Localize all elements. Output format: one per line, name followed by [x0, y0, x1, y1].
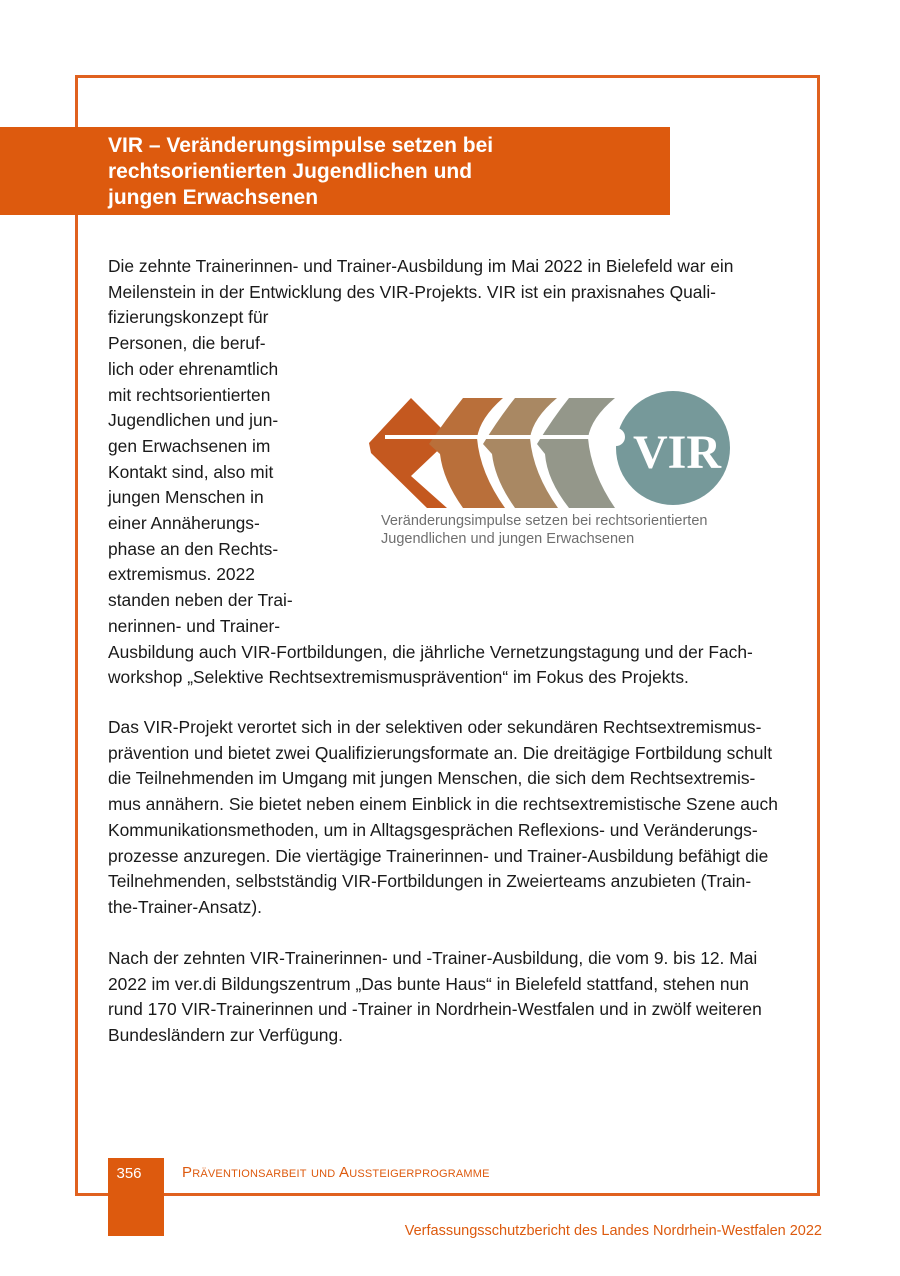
text-line: rund 170 VIR-Trainerinnen und -Trainer in Nordrhein-Westfalen und in zwölf weiteren	[108, 999, 762, 1020]
paragraph-3	[108, 946, 762, 1049]
text-line: Bundesländern zur Verfügung.	[108, 1025, 343, 1046]
text-line: Personen, die beruf-	[108, 333, 266, 354]
text-line: gen Erwachsenen im	[108, 435, 271, 456]
title-line: jungen Erwachsenen	[108, 186, 319, 209]
text-line: Nach der zehnten VIR-Trainerinnen- und -Trainer-Ausbildung, die vom 9. bis 12. Mai	[108, 948, 758, 968]
text-line: 2022 im ver.di Bildungszentrum „Das bunte Haus“ in Bielefeld stattfand, stehen nun	[108, 973, 749, 994]
text-line: extremismus. 2022	[108, 564, 255, 585]
running-section-title: Präventionsarbeit und Aussteigerprogramme	[182, 1164, 490, 1181]
text-line: fizierungskonzept für	[108, 307, 269, 328]
text-line: Das VIR-Projekt verortet sich in der selektiven oder sekundären Rechtsextremismus-	[108, 717, 762, 737]
text-line: lich oder ehrenamtlich	[108, 358, 279, 379]
text-line: Kommunikationsmethoden, um in Alltagsgesprächen Reflexions- und Veränderungs-	[108, 819, 758, 840]
page-title	[108, 133, 648, 211]
text-line: Die zehnte Trainerinnen- und Trainer-Ausbildung im Mai 2022 in Bielefeld war ein	[108, 256, 734, 276]
text-line: the-Trainer-Ansatz).	[108, 896, 262, 917]
text-line: workshop „Selektive Rechtsextremismusprävention“ im Fokus des Projekts.	[108, 667, 689, 688]
text-line: mus annähern. Sie bietet neben einem Einblick in die rechtsextremistische Szene auch	[108, 794, 778, 815]
page-number: 356	[116, 1165, 142, 1182]
logo-caption-line: Jugendlichen und jungen Erwachsenen	[381, 531, 635, 547]
text-line: standen neben der Trai-	[108, 590, 293, 611]
logo-mark-text: VIR	[632, 426, 722, 479]
paragraph-2	[108, 715, 778, 921]
vir-logo-mark	[365, 388, 745, 513]
text-line: nerinnen- und Trainer-	[108, 615, 281, 636]
logo-caption-line: Veränderungsimpulse setzen bei rechtsorientierten	[381, 513, 708, 529]
text-line: Teilnehmenden, selbstständig VIR-Fortbildungen in Zweierteams anzubieten (Train-	[108, 871, 752, 892]
text-line: jungen Menschen in	[108, 487, 264, 508]
title-line: VIR – Veränderungsimpulse setzen bei	[108, 134, 494, 157]
logo-chevron-4	[537, 398, 615, 508]
logo-caption	[381, 512, 751, 548]
vir-logo	[365, 388, 745, 558]
text-line: Meilenstein in der Entwicklung des VIR-Projekts. VIR ist ein praxisnahes Quali-	[108, 281, 716, 302]
text-line: phase an den Rechts-	[108, 538, 279, 559]
text-line: prozesse anzuregen. Die viertägige Trainerinnen- und Trainer-Ausbildung befähigt die	[108, 845, 769, 866]
logo-node	[607, 428, 625, 446]
text-line: die Teilnehmenden im Umgang mit jungen Menschen, die sich dem Rechtsextremis-	[108, 768, 756, 789]
publication-title: Verfassungsschutzbericht des Landes Nordrhein-Westfalen 2022	[404, 1223, 822, 1239]
text-line: mit rechtsorientierten	[108, 384, 271, 405]
text-line: prävention und bietet zwei Qualifizierungsformate an. Die dreitägige Fortbildung schult	[108, 742, 773, 763]
text-line: einer Annäherungs-	[108, 513, 260, 534]
text-line: Ausbildung auch VIR-Fortbildungen, die jährliche Vernetzungstagung und der Fach-	[108, 641, 753, 662]
text-line: Kontakt sind, also mit	[108, 461, 274, 482]
logo-chevron-1	[369, 398, 451, 508]
text-line: Jugendlichen und jun-	[108, 410, 279, 431]
title-line: rechtsorientierten Jugendlichen und	[108, 160, 473, 183]
